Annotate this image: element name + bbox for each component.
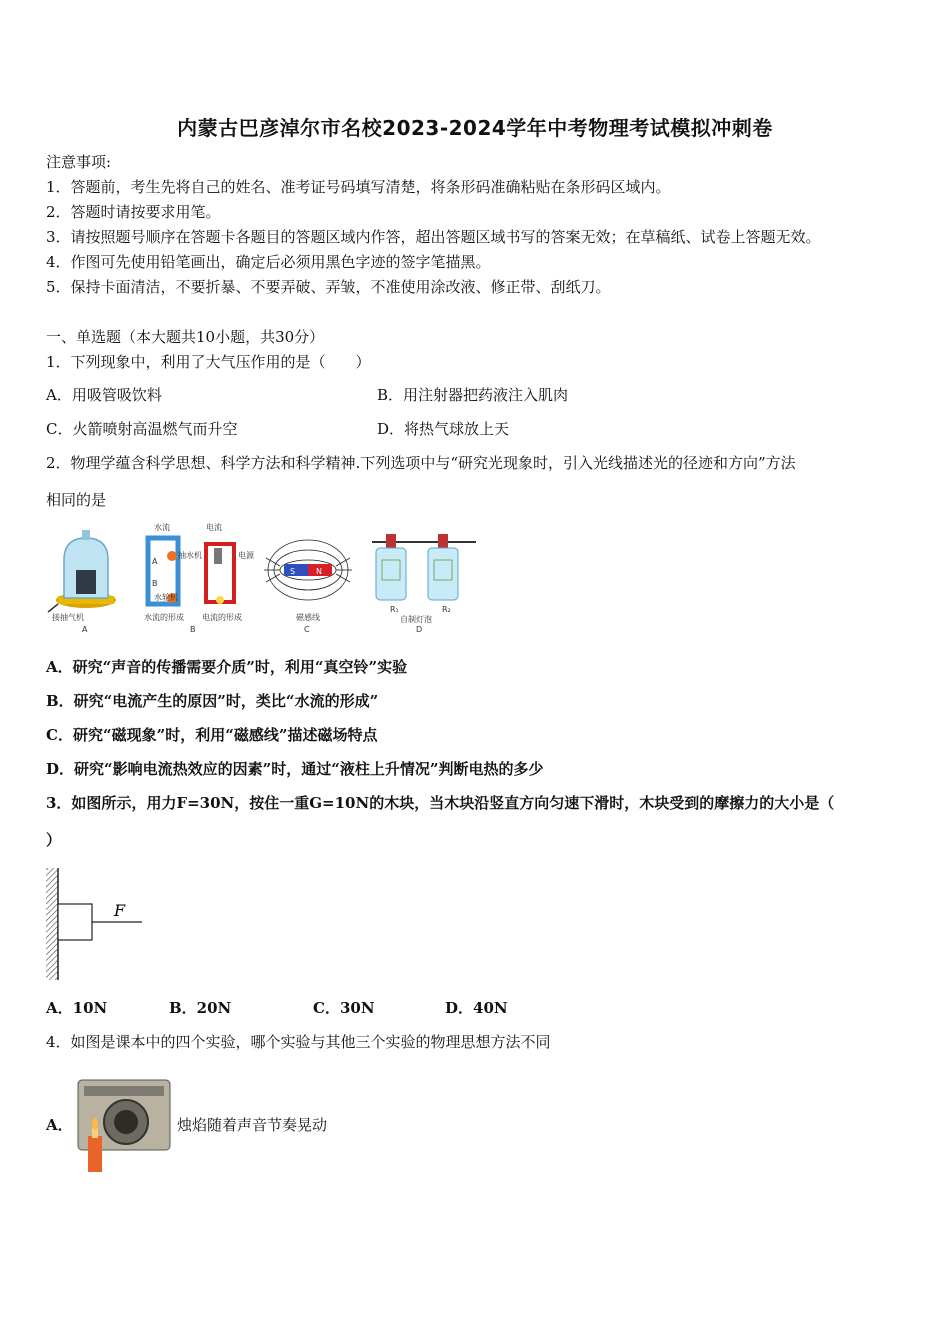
q1-stem: 1．下列现象中，利用了大气压作用的是（ ） bbox=[46, 353, 371, 371]
q2-option-a: A．研究“声音的传播需要介质”时，利用“真空铃”实验 bbox=[46, 658, 408, 676]
note-item: 1．答题前，考生先将自己的姓名、准考证号码填写清楚，将条形码准确粘贴在条形码区域内。 bbox=[46, 178, 671, 196]
q2-option-c: C．研究“磁现象”时，利用“磁感线”描述磁场特点 bbox=[46, 726, 378, 744]
q2-figure bbox=[44, 520, 484, 638]
fig-b-caption2: 电流的形成 bbox=[202, 613, 242, 622]
q4-option-a-text: 烛焰随着声音节奏晃动 bbox=[177, 1116, 328, 1134]
flasks-figure bbox=[372, 534, 476, 634]
wood-block bbox=[58, 904, 92, 940]
fig-c-caption: 磁感线 bbox=[296, 613, 320, 622]
force-label: F bbox=[114, 901, 126, 920]
fig-b-caption1: 水流的形成 bbox=[144, 613, 184, 622]
q2-option-b: B．研究“电流产生的原因”时，类比“水流的形成” bbox=[46, 692, 379, 710]
wall bbox=[46, 868, 58, 980]
fig-c-s: S bbox=[290, 567, 296, 576]
fig-b-b: B bbox=[152, 579, 158, 588]
note-item: 4．作图可先使用铅笔画出，确定后必须用黑色字迹的签字笔描黑。 bbox=[46, 253, 491, 271]
q3-option-a: A．10N bbox=[46, 999, 108, 1017]
fig-d-letter: D bbox=[416, 625, 423, 634]
q3-stem-line1: 3．如图所示，用力F=30N，按住一重G=10N的木块，当木块沿竖直方向匀速下滑时，木块受到的摩擦力的大小是（ bbox=[46, 794, 835, 812]
fig-d-r1: R₁ bbox=[390, 605, 399, 614]
q2-stem-line2: 相同的是 bbox=[46, 491, 107, 509]
q1-option-c: C．火箭喷射高温燃气而升空 bbox=[46, 420, 238, 438]
q1-option-a: A．用吸管吸饮料 bbox=[46, 386, 162, 404]
q1-option-d: D．将热气球放上天 bbox=[377, 420, 510, 438]
q3-option-c: C．30N bbox=[313, 999, 375, 1017]
q2-stem-line1: 2．物理学蕴含科学思想、科学方法和科学精神.下列选项中与“研究光现象时，引入光线描述光的径迹和方向”方法 bbox=[46, 454, 796, 472]
q4-option-a-letter: A． bbox=[46, 1116, 73, 1134]
fig-b-a: A bbox=[152, 557, 158, 566]
fig-b-source: 电源 bbox=[238, 551, 254, 560]
water-current-figure bbox=[144, 522, 255, 634]
magnet-field-figure bbox=[264, 540, 352, 634]
bell-jar-figure bbox=[48, 530, 116, 634]
q2-option-d: D．研究“影响电流热效应的因素”时，通过“液柱上升情况”判断电热的多少 bbox=[46, 760, 544, 778]
q4-stem: 4．如图是课本中的四个实验，哪个实验与其他三个实验的物理思想方法不同 bbox=[46, 1033, 551, 1051]
fig-b-pump: 抽水机 bbox=[178, 551, 202, 560]
fig-a-letter: A bbox=[82, 625, 88, 634]
fig-c-letter: C bbox=[304, 625, 310, 634]
note-item: 5．保持卡面清洁，不要折暴、不要弄破、弄皱，不准使用涂改液、修正带、刮纸刀。 bbox=[46, 278, 611, 296]
q3-option-b: B．20N bbox=[169, 999, 232, 1017]
fig-a-caption: 接抽气机 bbox=[52, 613, 84, 622]
q3-figure bbox=[44, 866, 154, 982]
fig-d-caption: 自制灯泡 bbox=[400, 615, 432, 624]
notes-heading: 注意事项: bbox=[46, 153, 112, 171]
fig-b-current: 电流 bbox=[206, 523, 222, 532]
fig-b-water: 水流 bbox=[154, 523, 170, 532]
q1-option-b: B．用注射器把药液注入肌肉 bbox=[377, 386, 569, 404]
fig-b-letter: B bbox=[190, 625, 196, 634]
q3-stem-line2: ） bbox=[46, 831, 62, 849]
section-heading: 一、单选题（本大题共10小题，共30分） bbox=[46, 328, 325, 346]
fig-b-turbine: 水轮机 bbox=[154, 593, 178, 602]
q3-option-d: D．40N bbox=[445, 999, 508, 1017]
note-item: 2．答题时请按要求用笔。 bbox=[46, 203, 221, 221]
q4-option-a-image bbox=[72, 1066, 176, 1176]
note-item: 3．请按照题号顺序在答题卡各题目的答题区域内作答，超出答题区域书写的答案无效；在草稿纸、试卷上答题无效。 bbox=[46, 228, 821, 246]
page-title: 内蒙古巴彦淖尔市名校2023-2024学年中考物理考试模拟冲刺卷 bbox=[177, 116, 773, 140]
fig-c-n: N bbox=[316, 567, 322, 576]
fig-d-r2: R₂ bbox=[442, 605, 451, 614]
